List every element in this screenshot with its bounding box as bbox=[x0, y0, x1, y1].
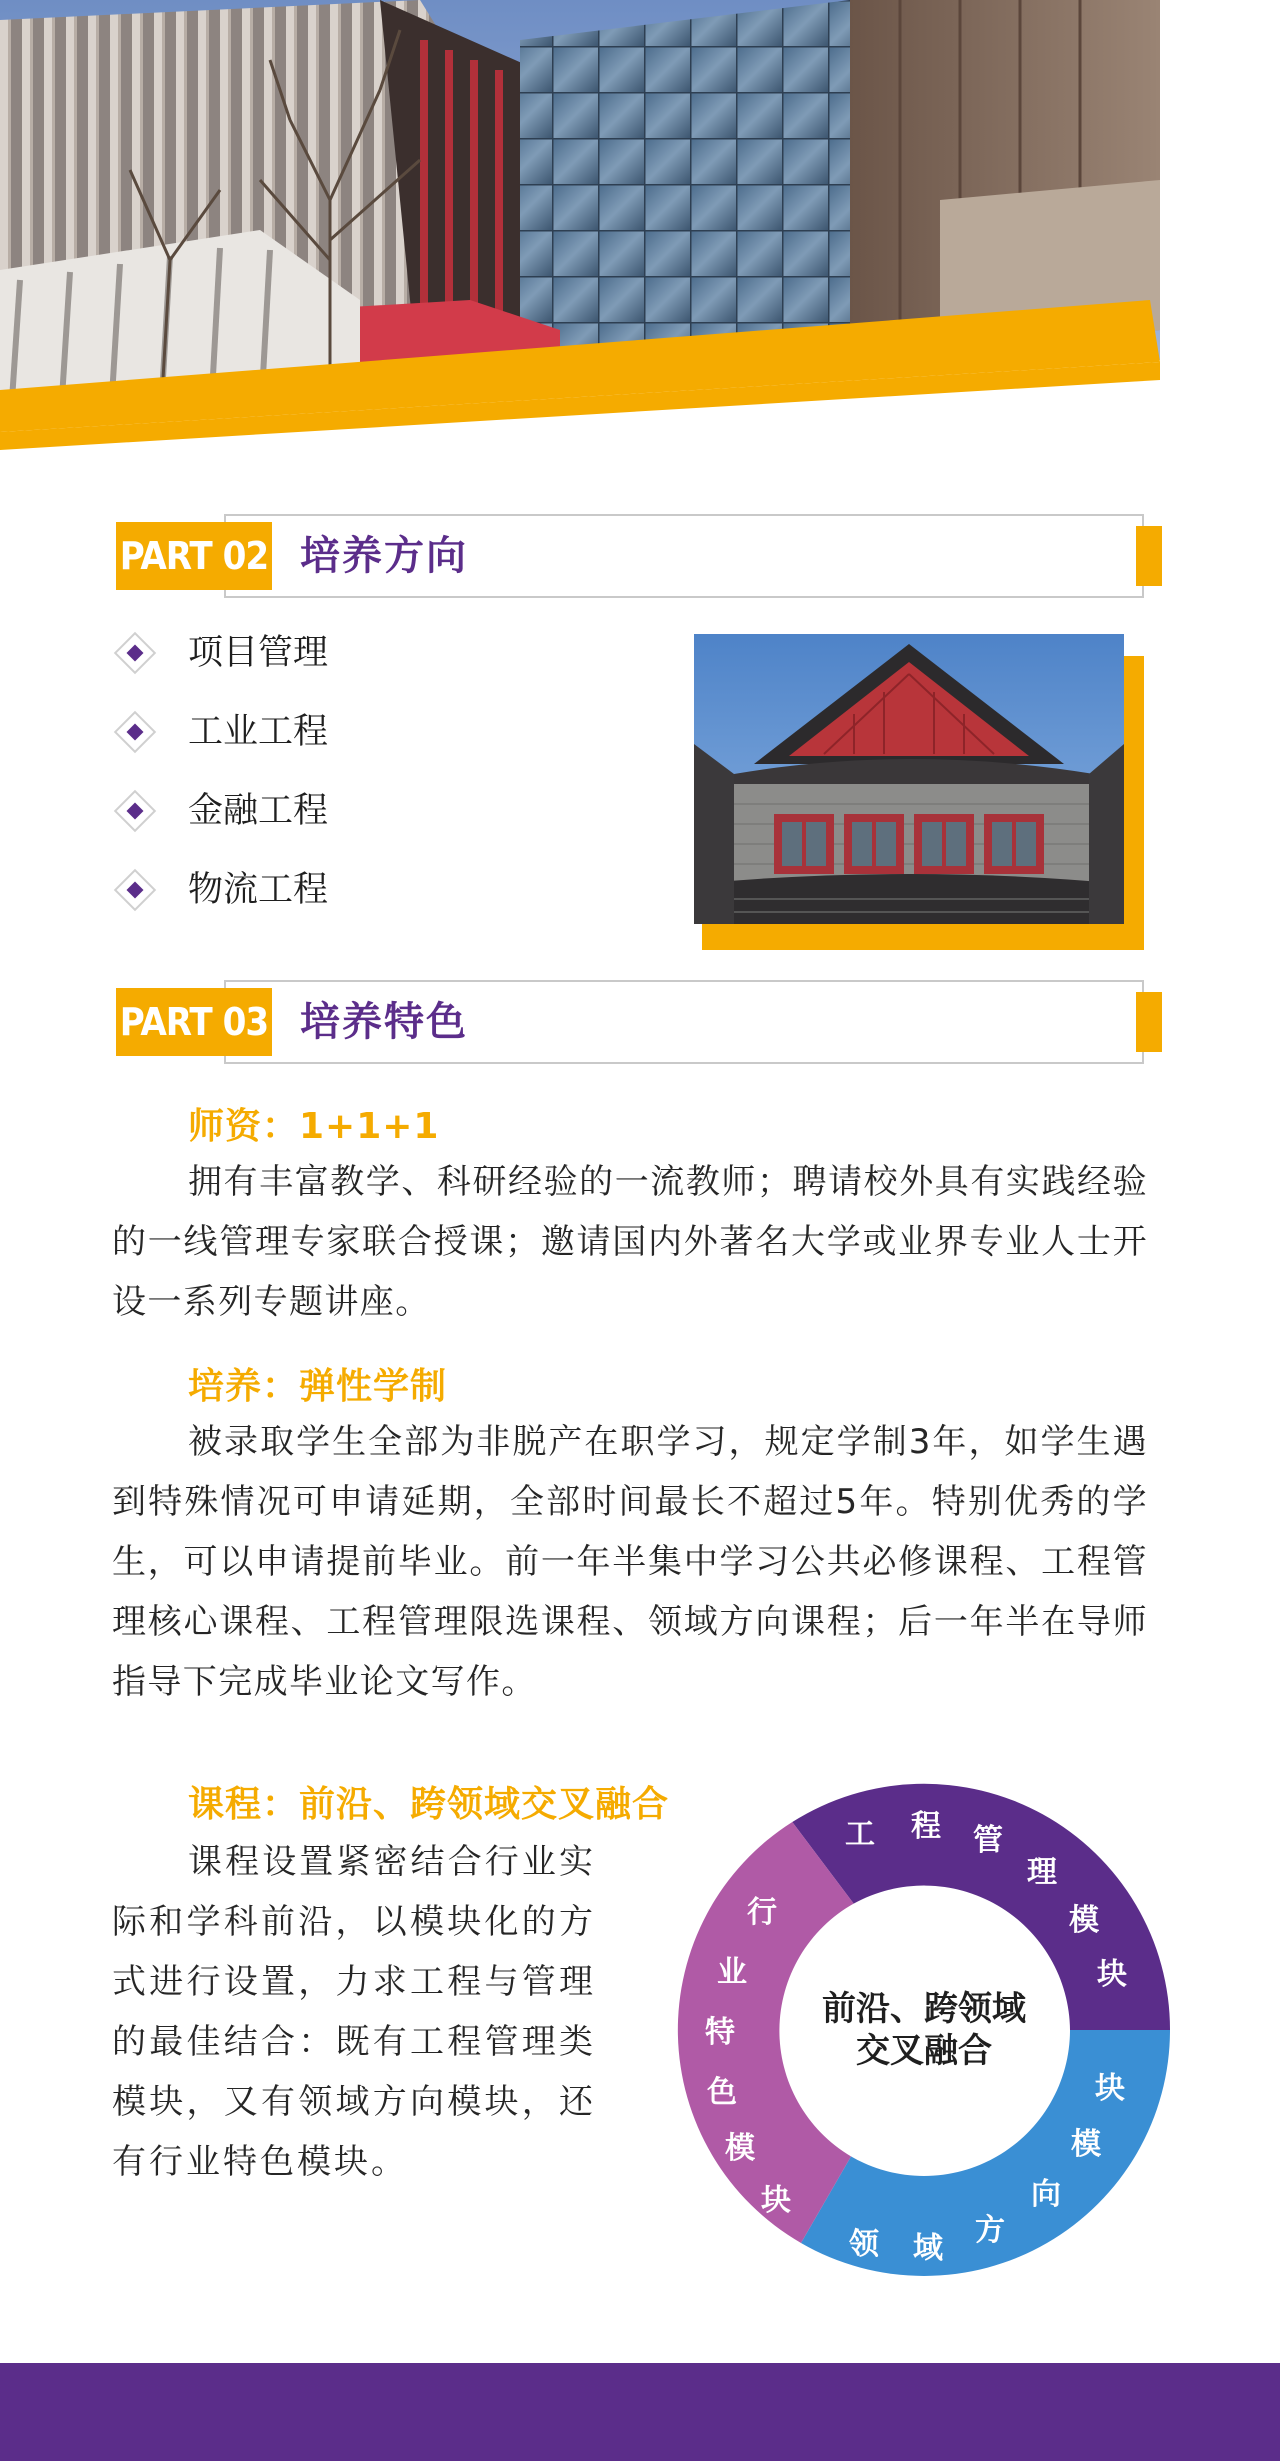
svg-text:块: 块 bbox=[761, 2183, 791, 2218]
part-tag: PART 02 bbox=[116, 522, 272, 590]
faculty-heading: 师资：1+1+1 bbox=[188, 1106, 440, 1147]
part-tag: PART 03 bbox=[116, 988, 272, 1056]
diamond-bullet-icon bbox=[114, 869, 156, 911]
traditional-pavilion-photo bbox=[694, 634, 1124, 924]
list-item-label: 物流工程 bbox=[188, 870, 329, 910]
donut-center-label-line2: 交叉融合 bbox=[856, 2031, 992, 2071]
diamond-bullet-icon bbox=[114, 632, 156, 674]
svg-text:模: 模 bbox=[1069, 1903, 1099, 1938]
svg-text:特: 特 bbox=[705, 2015, 735, 2050]
diamond-bullet-icon bbox=[114, 790, 156, 832]
svg-text:行: 行 bbox=[747, 1895, 777, 1930]
section-header-part03 bbox=[116, 976, 1156, 1068]
course-module-donut bbox=[664, 1770, 1184, 2290]
svg-text:块: 块 bbox=[1097, 1957, 1127, 1992]
section-header-accent-tab bbox=[1136, 526, 1162, 586]
svg-text:程: 程 bbox=[911, 1809, 941, 1844]
diamond-bullet-icon bbox=[114, 711, 156, 753]
training-heading: 培养：弹性学制 bbox=[188, 1366, 448, 1407]
section-title: 培养方向 bbox=[300, 533, 468, 579]
pavilion-photo-frame bbox=[694, 634, 1144, 950]
section-header-accent-tab bbox=[1136, 992, 1162, 1052]
svg-text:块: 块 bbox=[1095, 2071, 1125, 2106]
campus-banner-image bbox=[0, 0, 1280, 480]
svg-text:模: 模 bbox=[1071, 2127, 1101, 2162]
list-item-label: 项目管理 bbox=[188, 633, 329, 673]
svg-text:管: 管 bbox=[973, 1823, 1003, 1858]
courses-heading: 课程：前沿、跨领域交叉融合 bbox=[188, 1784, 670, 1825]
svg-text:理: 理 bbox=[1027, 1855, 1057, 1890]
list-item-label: 工业工程 bbox=[188, 712, 329, 752]
svg-text:领: 领 bbox=[849, 2227, 879, 2262]
section-header-part02 bbox=[116, 510, 1156, 602]
footer-bar bbox=[0, 2363, 1280, 2461]
svg-text:域: 域 bbox=[913, 2231, 943, 2266]
courses-paragraph: 课程设置紧密结合行业实际和学科前沿，以模块化的方式进行设置，力求工程与管理的最佳结合：既有工程管理类模块，又有领域方向模块，还有行业特色模块。 bbox=[112, 1842, 596, 2182]
faculty-paragraph: 拥有丰富教学、科研经验的一流教师；聘请校外具有实践经验的一线管理专家联合授课；邀请国内外著名大学或业界专业人士开设一系列专题讲座。 bbox=[112, 1162, 1148, 1322]
svg-text:模: 模 bbox=[725, 2131, 755, 2166]
training-paragraph: 被录取学生全部为非脱产在职学习，规定学制3年，如学生遇到特殊情况可申请延期，全部时间最长不超过5年。特别优秀的学生，可以申请提前毕业。前一年半集中学习公共必修课程、工程管理核心课程、工程管理限选课程、领域方向课程；后一年半在导师指导下完成毕业论文写作。 bbox=[112, 1422, 1148, 1702]
list-item-label: 金融工程 bbox=[188, 791, 329, 831]
svg-text:色: 色 bbox=[707, 2075, 737, 2110]
donut-center-label-line1: 前沿、跨领域 bbox=[822, 1989, 1026, 2029]
svg-text:方: 方 bbox=[975, 2213, 1005, 2248]
section-title: 培养特色 bbox=[300, 999, 468, 1045]
svg-text:工: 工 bbox=[845, 1817, 875, 1852]
svg-text:向: 向 bbox=[1031, 2177, 1061, 2212]
svg-text:业: 业 bbox=[717, 1955, 747, 1990]
